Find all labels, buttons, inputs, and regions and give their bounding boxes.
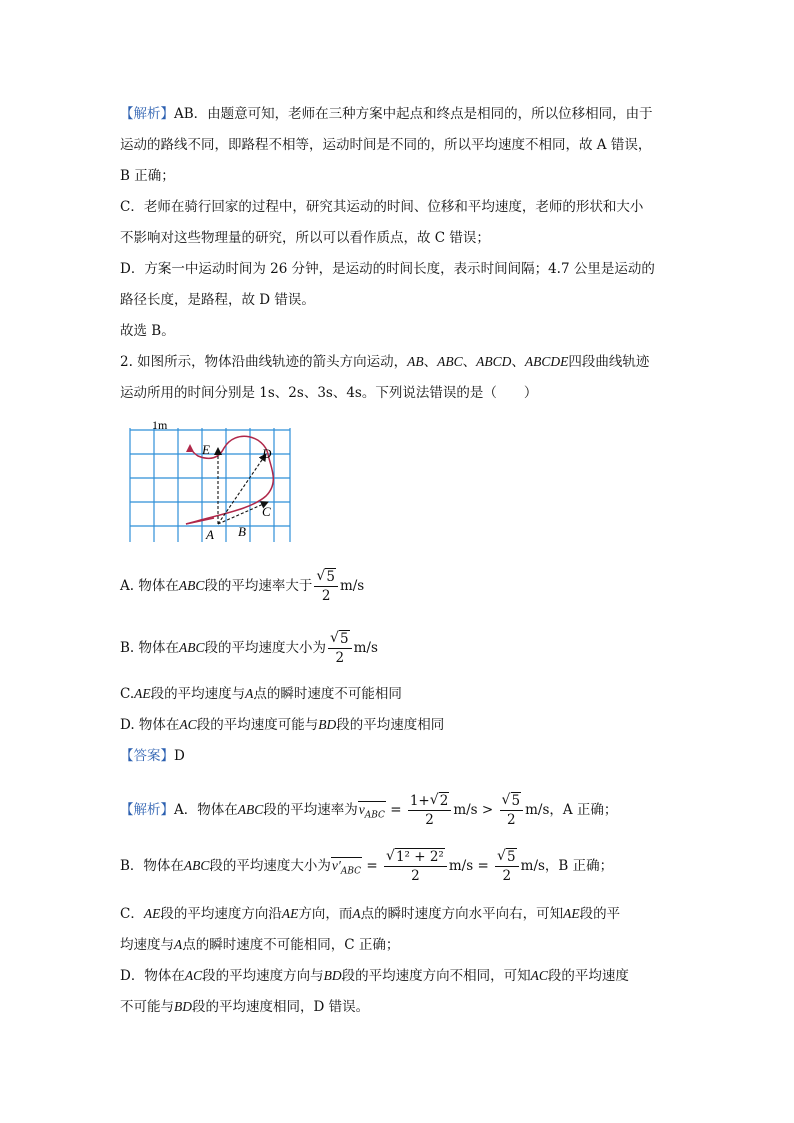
point-label-D: D [262,446,272,461]
analysis1-line7: 路径长度，是路程，故 D 错误。 [120,292,315,308]
answer-line [120,746,185,766]
analysis1-line3: B 正确； [120,168,175,184]
analysis1-line8: 故选 B。 [120,323,175,339]
analysis2-line-c1: C．AE段的平均速度方向沿AE方向，而A点的瞬时速度方向水平向右，可知AE段的平 [120,906,621,922]
analysis2-line-d1: D．物体在AC段的平均速度方向与BD段的平均速度方向不相同，可知AC段的平均速度 [120,968,629,984]
fraction: √ $\frac{5}{2}$ [328,630,352,667]
analysis2-line-c2: 均速度与A点的瞬时速度不可能相同，C 正确； [120,937,400,953]
analysis2-line-a: 【解析】A．物体在ABC段的平均速率为$v_{ABC}$ = $\frac{1+√ 2}{2}$ m/s > √ $\frac{5}{2}$ m/s，A 正确； [120,788,617,832]
fraction: √ $\frac{5}{2}$ [314,568,338,605]
question2-stem-line1: 2. 如图所示，物体沿曲线轨迹的箭头方向运动，AB、ABC、ABCD、ABCDE四段曲线轨迹 [120,354,650,370]
analysis1-line1: 【解析】AB．由题意可知，老师在三种方案中起点和终点是相同的，所以位移相同，由于 [120,106,653,122]
trajectory-diagram [120,418,300,546]
fraction: $\frac{1+√ 2}{2}$ [408,792,452,829]
analysis2-line-b: B．物体在ABC段的平均速度大小为$v'_{ABC}$ = √ $\frac{\text{1² + 2²}}{2}$ m/s = √ $\frac{5}{2}$ m/s，B 正确； [120,844,613,888]
option-b: B. 物体在ABC段的平均速度大小为 √ $\frac{5}{2}$ m/s [120,628,378,668]
scale-label: 1m [152,418,168,432]
trajectory-curve [186,436,273,524]
analysis1-line6: D．方案一中运动时间为 26 分钟，是运动的时间长度，表示时间间隔；4.7 公里是运动的 [120,261,655,277]
answer-value: D [174,748,185,764]
question2-stem-line2: 运动所用的时间分别是 1s、2s、3s、4s。下列说法错误的是（ ） [120,385,538,401]
analysis-tag: 【解析】 [120,106,174,122]
option-a: A. 物体在ABC段的平均速率大于 √ $\frac{5}{2}$ m/s [120,566,364,606]
option-d: D. 物体在AC段的平均速度可能与BD段的平均速度相同 [120,717,445,733]
fraction: √ $\frac{5}{2}$ [495,848,519,885]
analysis1-line4: C．老师在骑行回家的过程中，研究其运动的时间、位移和平均速度，老师的形状和大小 [120,199,644,215]
point-label-C: C [262,504,271,519]
point-label-A: A [206,527,214,542]
analysis1-line2: 运动的路线不同，即路程不相等，运动时间是不同的，所以平均速度不相同，故 A 错误， [120,137,652,153]
analysis2-line-d2: 不可能与BD段的平均速度相同，D 错误。 [120,999,370,1015]
fraction: √ $\frac{\text{1² + 2²}}{2}$ [384,848,447,885]
fraction: √ $\frac{5}{2}$ [500,792,524,829]
point-label-B: B [238,524,246,539]
answer-tag: 【答案】 [120,748,174,764]
analysis-tag: 【解析】 [120,802,174,818]
option-c: C.AE段的平均速度与A点的瞬时速度不可能相同 [120,686,402,702]
point-label-E: E [202,442,210,457]
analysis1-line5: 不影响对这些物理量的研究，所以可以看作质点，故 C 错误； [120,230,490,246]
